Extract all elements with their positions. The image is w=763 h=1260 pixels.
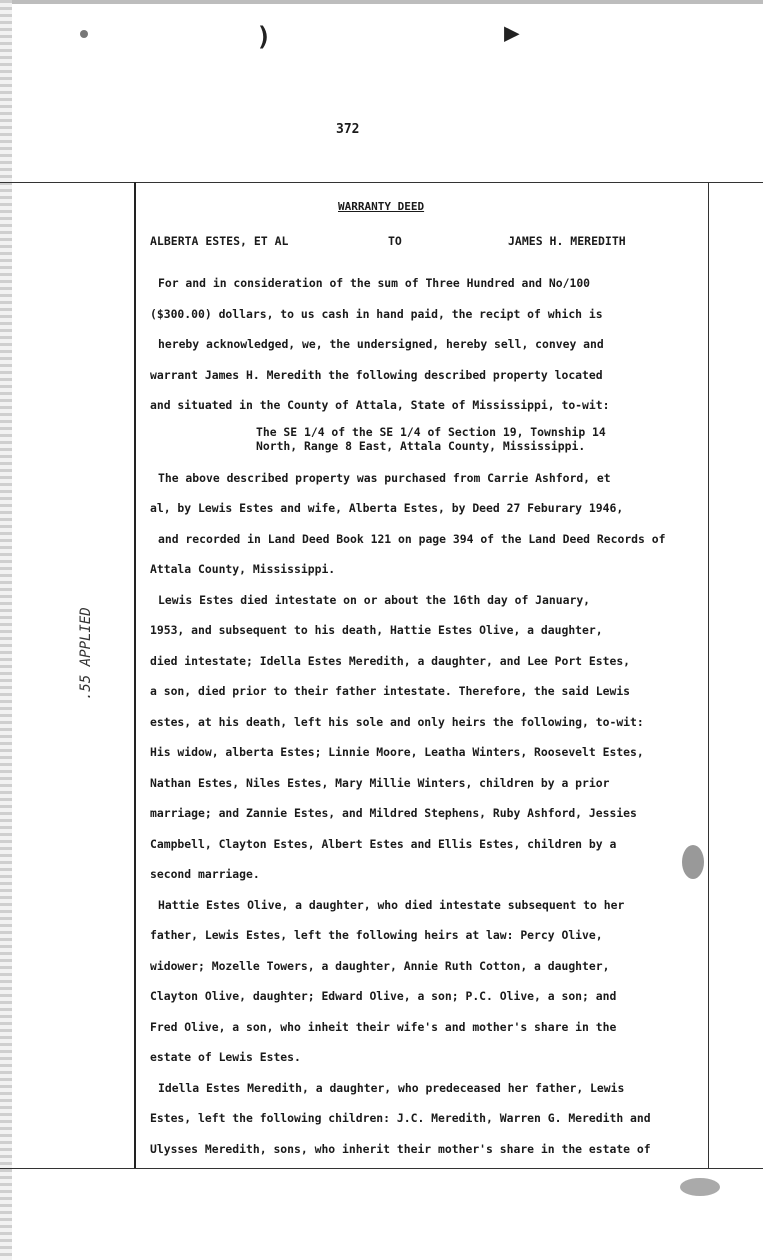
- page-binding-edge: [0, 0, 12, 1260]
- body-line: ($300.00) dollars, to us cash in hand paid, the recipt of which is: [150, 306, 603, 321]
- grantee-name: JAMES H. MEREDITH: [508, 234, 626, 248]
- body-line: Clayton Olive, daughter; Edward Olive, a son; P.C. Olive, a son; and: [150, 989, 617, 1003]
- body-line: warrant James H. Meredith the following described property located: [150, 367, 603, 382]
- margin-stamp: .55 APPLIED: [78, 607, 94, 700]
- body-line: Lewis Estes died intestate on or about the 16th day of January,: [158, 592, 591, 607]
- body-line: al, by Lewis Estes and wife, Alberta Estes, by Deed 27 Feburary 1946,: [150, 501, 624, 515]
- page-number: 372: [336, 122, 360, 137]
- body-line: estate of Lewis Estes.: [150, 1050, 301, 1064]
- body-line: Attala County, Mississippi.: [150, 562, 336, 576]
- page-top-edge: [0, 0, 763, 4]
- scan-blemish: [682, 845, 704, 879]
- grantor-name: ALBERTA ESTES, ET AL: [150, 234, 289, 248]
- body-line: Fred Olive, a son, who inheit their wife's and mother's share in the: [150, 1019, 617, 1034]
- frame-bottom-rule: [0, 1168, 763, 1169]
- body-line: His widow, alberta Estes; Linnie Moore, Leatha Winters, Roosevelt Estes,: [150, 745, 644, 759]
- scan-speck: [80, 30, 88, 38]
- body-line: Idella Estes Meredith, a daughter, who predeceased her father, Lewis: [158, 1080, 625, 1095]
- body-line: For and in consideration of the sum of Three Hundred and No/100: [158, 276, 591, 290]
- body-line: Estes, left the following children: J.C. Meredith, Warren G. Meredith and: [150, 1111, 651, 1125]
- description-line: North, Range 8 East, Attala County, Mississippi.: [256, 438, 586, 453]
- body-line: a son, died prior to their father intestate. Therefore, the said Lewis: [150, 684, 631, 698]
- body-line: estes, at his death, left his sole and only heirs the following, to-wit:: [150, 714, 644, 729]
- scan-blemish: [680, 1178, 720, 1196]
- body-line: hereby acknowledged, we, the undersigned, hereby sell, convey and: [158, 337, 604, 351]
- body-line: died intestate; Idella Estes Meredith, a daughter, and Lee Port Estes,: [150, 653, 631, 668]
- frame-left-rule: [134, 182, 136, 1168]
- body-line: second marriage.: [150, 867, 260, 881]
- to-word: TO: [388, 234, 402, 248]
- body-line: Hattie Estes Olive, a daughter, who died intestate subsequent to her: [158, 897, 625, 912]
- body-line: father, Lewis Estes, left the following heirs at law: Percy Olive,: [150, 928, 603, 942]
- body-line: and situated in the County of Attala, State of Mississippi, to-wit:: [150, 398, 610, 412]
- body-line: The above described property was purchased from Carrie Ashford, et: [158, 470, 611, 485]
- body-line: Campbell, Clayton Estes, Albert Estes and Ellis Estes, children by a: [150, 836, 617, 851]
- property-description: [150, 425, 710, 453]
- body-line: marriage; and Zannie Estes, and Mildred Stephens, Ruby Ashford, Jessies: [150, 806, 637, 820]
- body-line: widower; Mozelle Towers, a daughter, Annie Ruth Cotton, a daughter,: [150, 958, 610, 973]
- body-line: Nathan Estes, Niles Estes, Mary Millie Winters, children by a prior: [150, 775, 610, 790]
- deed-body: [150, 268, 710, 1164]
- deed-title: WARRANTY DEED: [338, 200, 425, 213]
- body-line: Ulysses Meredith, sons, who inherit their mother's share in the estate of: [150, 1141, 651, 1156]
- body-line: 1953, and subsequent to his death, Hattie Estes Olive, a daughter,: [150, 623, 603, 637]
- punch-hole-mark-left: ): [256, 22, 272, 52]
- description-line: The SE 1/4 of the SE 1/4 of Section 19, Township 14: [256, 424, 606, 439]
- frame-top-rule: [0, 182, 763, 183]
- punch-hole-mark-right: ▶: [504, 18, 520, 48]
- body-line: and recorded in Land Deed Book 121 on page 394 of the Land Deed Records of: [158, 531, 666, 546]
